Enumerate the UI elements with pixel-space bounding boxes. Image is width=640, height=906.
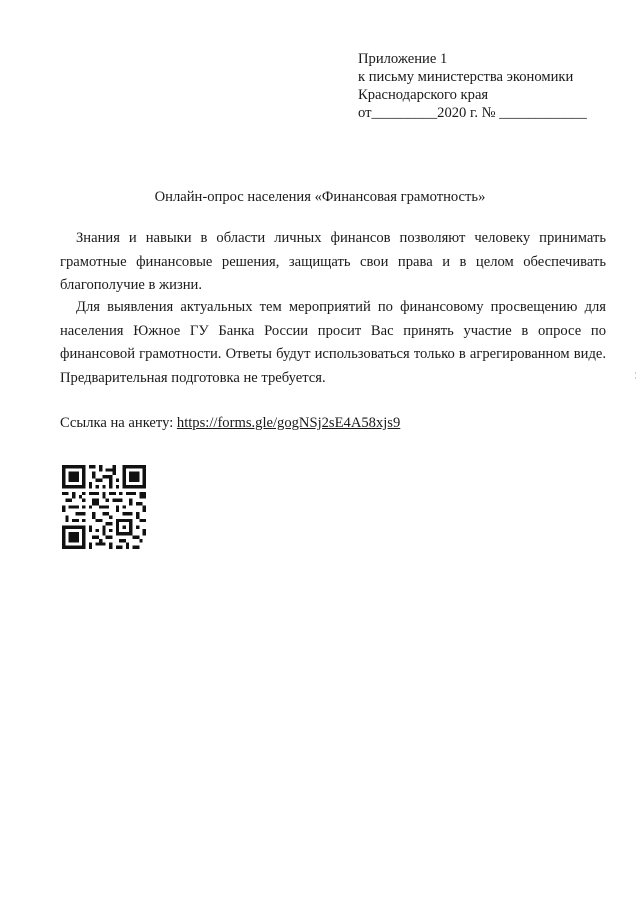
- paragraph-intro: Знания и навыки в области личных финансов позволяют человеку принимать грамотные финансовые решения, защищать свои права и в целом обеспечивать благополучие в жизни.: [60, 230, 606, 293]
- survey-link[interactable]: https://forms.gle/gogNSj2sE4A58xjs9: [176, 415, 401, 431]
- survey-link-label: Ссылка на анкету:: [60, 415, 177, 431]
- qr-code-icon: [62, 465, 146, 549]
- paragraph-request: Для выявления актуальных тем мероприятий по финансовому просвещению для населения Южное ГУ Банка России просит Вас принять участие в опросе по финансовой грамотности. Ответы будут использоваться только в агрегированном виде. Предварительная подготовка не требуется.: [60, 299, 606, 386]
- appendix-region: Краснодарского края: [358, 87, 489, 103]
- appendix-number: Приложение 1: [358, 51, 448, 67]
- appendix-reference: к письму министерства экономики: [358, 69, 574, 85]
- scan-mark: [634, 372, 637, 382]
- appendix-header: [358, 50, 587, 122]
- appendix-date-number: от_________2020 г. № ____________: [358, 105, 587, 121]
- survey-link-line: [60, 414, 400, 432]
- document-title: Онлайн-опрос населения «Финансовая грамотность»: [154, 189, 486, 205]
